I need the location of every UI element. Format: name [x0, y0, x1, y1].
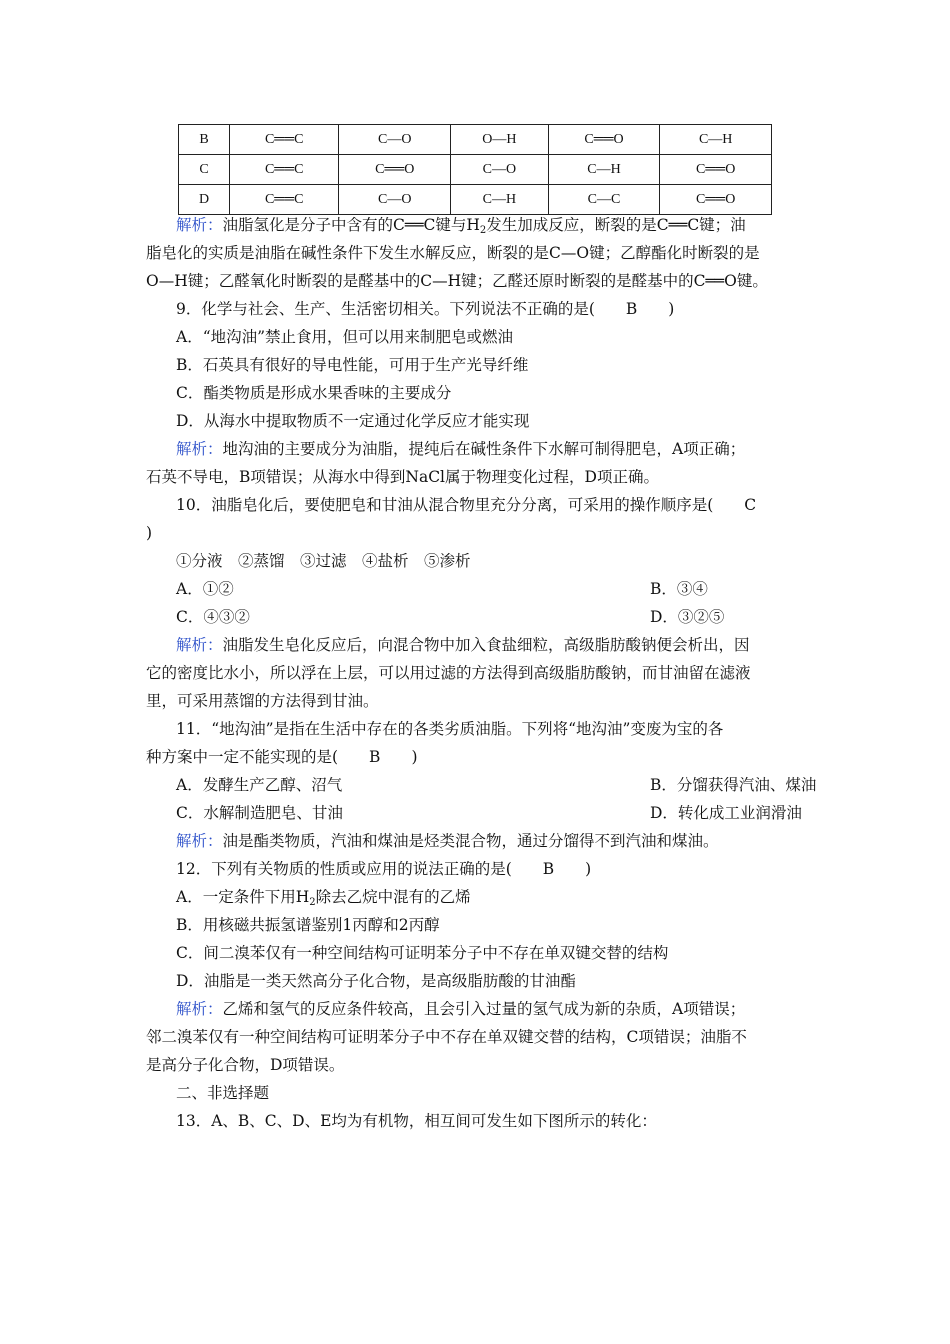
- q11-option-d: D．转化成工业润滑油: [650, 804, 802, 822]
- q11-stem-line-1: 11．“地沟油”是指在生活中存在的各类劣质油脂。下列将“地沟油”变废为宝的各: [176, 720, 724, 738]
- q12-option-d: D．油脂是一类天然高分子化合物，是高级脂肪酸的甘油酯: [176, 972, 576, 990]
- bond-table-cell: C══O: [548, 125, 660, 155]
- q9-analysis-line-2: 石英不导电，B项错误；从海水中得到NaCl属于物理变化过程，D项正确。: [146, 468, 659, 486]
- q10-options-row-1: [176, 575, 810, 603]
- q10-option-b: B．③④: [650, 580, 708, 598]
- bond-table-cell: C══C: [230, 155, 339, 185]
- q9-option-b: B．石英具有很好的导电性能，可用于生产光导纤维: [176, 356, 529, 374]
- analysis-label: 解析：: [176, 1000, 223, 1018]
- bond-table-cell: C══C: [230, 185, 339, 215]
- analysis-label: 解析：: [176, 440, 223, 458]
- bond-table-cell: C—H: [548, 155, 660, 185]
- q11-options-row-1: [176, 771, 817, 799]
- q12-stem: 12．下列有关物质的性质或应用的说法正确的是( B ): [176, 860, 592, 878]
- q12-option-c: C．间二溴苯仅有一种空间结构可证明苯分子中不存在单双键交替的结构: [176, 944, 669, 962]
- bond-table-row-label: D: [179, 185, 230, 215]
- q10-options-row-2: [176, 603, 810, 631]
- q9-option-c: C．酯类物质是形成水果香味的主要成分: [176, 384, 452, 402]
- analysis-label: 解析：: [176, 216, 223, 234]
- bond-table-row: [179, 185, 772, 215]
- bond-table-row-label: B: [179, 125, 230, 155]
- bond-table-cell: C══O: [660, 155, 772, 185]
- q10-analysis-line-3: 里，可采用蒸馏的方法得到甘油。: [146, 692, 379, 710]
- q11-analysis-line-1: 解析：油是酯类物质，汽油和煤油是烃类混合物，通过分馏得不到汽油和煤油。: [176, 832, 719, 850]
- analysis-label: 解析：: [176, 636, 223, 654]
- q11-option-b: B．分馏获得汽油、煤油: [650, 776, 817, 794]
- bond-table-cell: C—H: [660, 125, 772, 155]
- analysis-label: 解析：: [176, 832, 223, 850]
- q9-option-d: D．从海水中提取物质不一定通过化学反应才能实现: [176, 412, 530, 430]
- q12-analysis-line-1: 解析：乙烯和氢气的反应条件较高，且会引入过量的氢气成为新的杂质，A项错误；: [176, 1000, 746, 1018]
- bond-table-cell: C══O: [660, 185, 772, 215]
- section-heading: 二、非选择题: [176, 1084, 270, 1102]
- q13-stem: 13．A、B、C、D、E均为有机物，相互间可发生如下图所示的转化：: [176, 1112, 657, 1130]
- q10-option-c: C．④③②: [176, 608, 250, 626]
- q10-analysis-line-2: 它的密度比水小，所以浮在上层，可以用过滤的方法得到高级脂肪酸钠，而甘油留在滤液: [146, 664, 751, 682]
- bond-table-cell: C—O: [451, 155, 549, 185]
- q11-option-a: A．发酵生产乙醇、沼气: [176, 776, 343, 794]
- q10-analysis-line-1: 解析：油脂发生皂化反应后，向混合物中加入食盐细粒，高级脂肪酸钠便会析出，因: [176, 636, 750, 654]
- bond-table-row-label: C: [179, 155, 230, 185]
- q11-option-c: C．水解制造肥皂、甘油: [176, 804, 343, 822]
- bond-table-cell: C══O: [339, 155, 451, 185]
- bond-table-cell: O—H: [451, 125, 549, 155]
- q10-option-d: D．③②⑤: [650, 608, 725, 626]
- q8-analysis-line-1: 解析：油脂氢化是分子中含有的C══C键与$H_2$发生加成反应，断裂的是C══C键；油: [176, 216, 746, 236]
- bond-table: [178, 124, 772, 215]
- bond-table-cell: C—H: [451, 185, 549, 215]
- bond-table-cell: C—O: [339, 185, 451, 215]
- bond-table-cell: C—C: [548, 185, 660, 215]
- q10-operations: ①分液 ②蒸馏 ③过滤 ④盐析 ⑤渗析: [176, 552, 471, 570]
- q10-option-a: A．①②: [176, 580, 234, 598]
- bond-table-row: [179, 155, 772, 185]
- bond-table-cell: C══C: [230, 125, 339, 155]
- q8-analysis-line-3: O—H键；乙醛氧化时断裂的是醛基中的C—H键；乙醛还原时断裂的是醛基中的C══O键。: [146, 272, 768, 290]
- q10-stem-line-1: 10．油脂皂化后，要使肥皂和甘油从混合物里充分分离，可采用的操作顺序是( C: [176, 496, 757, 514]
- q12-analysis-line-2: 邻二溴苯仅有一种空间结构可证明苯分子中不存在单双键交替的结构，C项错误；油脂不: [146, 1028, 747, 1046]
- bond-table-row: [179, 125, 772, 155]
- q9-analysis-line-1: 解析：地沟油的主要成分为油脂，提纯后在碱性条件下水解可制得肥皂，A项正确；: [176, 440, 746, 458]
- q12-option-b: B．用核磁共振氢谱鉴别1丙醇和2丙醇: [176, 916, 440, 934]
- q10-stem-line-2: ): [146, 524, 153, 542]
- q11-stem-line-2: 种方案中一定不能实现的是( B ): [146, 748, 418, 766]
- q8-analysis-line-2: 脂皂化的实质是油脂在碱性条件下发生水解反应，断裂的是C—O键；乙醇酯化时断裂的是: [146, 244, 760, 262]
- q9-option-a: A．“地沟油”禁止食用，但可以用来制肥皂或燃油: [176, 328, 514, 346]
- q11-options-row-2: [176, 799, 810, 827]
- bond-table-cell: C—O: [339, 125, 451, 155]
- q12-option-a: A．一定条件下用$H_2$除去乙烷中混有的乙烯: [176, 888, 471, 908]
- q12-analysis-line-3: 是高分子化合物，D项错误。: [146, 1056, 345, 1074]
- q9-stem: 9．化学与社会、生产、生活密切相关。下列说法不正确的是( B ): [176, 300, 675, 318]
